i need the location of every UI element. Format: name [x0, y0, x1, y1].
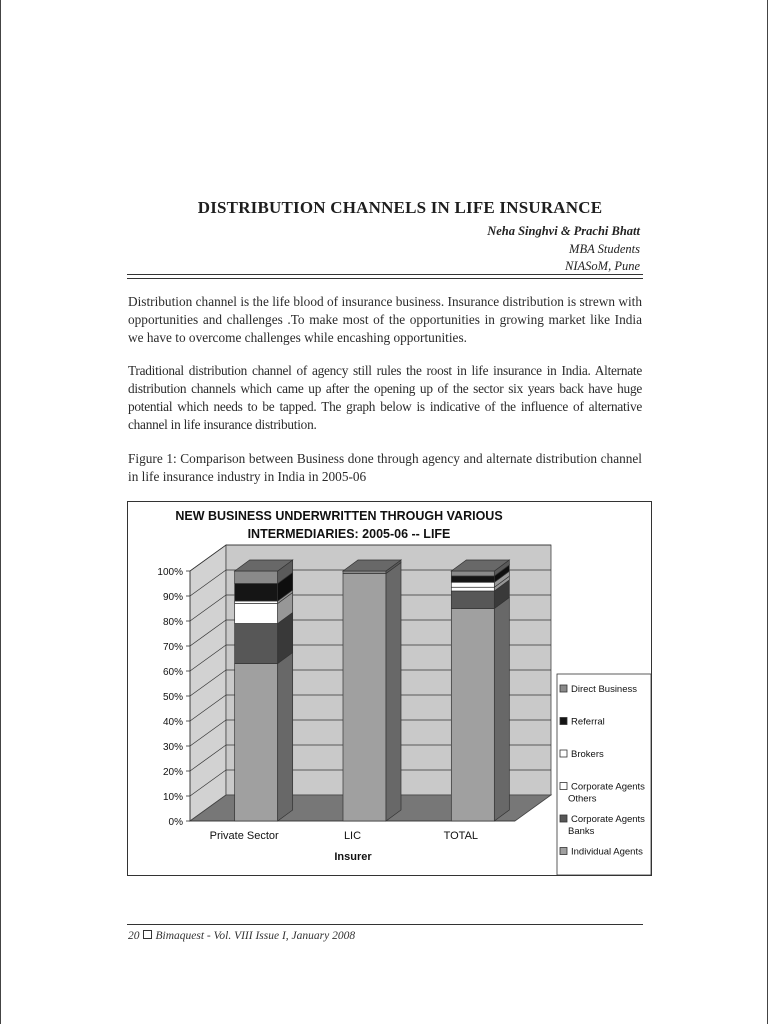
journal-issue: Bimaquest - Vol. VIII Issue I, January 2008	[155, 930, 356, 942]
paragraph-intro: Distribution channel is the life blood of insurance business. Insurance distribution is strewn with opportunities and challenges .To make most of the opportunities in growing market like India we have to overcome challenges while encashing opportunities.	[128, 294, 642, 345]
x-category-label: TOTAL	[443, 830, 479, 842]
y-tick-label: 10%	[162, 792, 183, 803]
y-tick-label: 90%	[162, 592, 183, 603]
bar-segment-front	[451, 587, 494, 591]
legend-label: Others	[568, 793, 597, 805]
y-tick-label: 100%	[157, 567, 183, 578]
legend-swatch	[560, 685, 567, 692]
bar-segment-front	[451, 591, 494, 609]
bar-segment-front	[451, 576, 494, 582]
affiliation-line-1: MBA Students	[569, 241, 640, 256]
bar-segment-front	[451, 571, 494, 576]
y-tick-label: 80%	[162, 617, 183, 628]
bar-segment-front	[451, 609, 494, 822]
header-rule-bottom	[127, 278, 643, 279]
legend-swatch	[560, 783, 567, 790]
bar-segment-front	[451, 582, 494, 587]
byline	[487, 223, 640, 276]
legend-label: Referral	[571, 716, 605, 728]
bar-segment-front	[235, 624, 278, 664]
footer-rule	[127, 924, 643, 925]
chart-title-line-2: INTERMEDIARIES: 2005-06 -- LIFE	[247, 527, 451, 541]
page-border-left	[0, 0, 1, 1024]
bar-segment-front	[235, 601, 278, 604]
x-category-label: LIC	[343, 830, 362, 842]
figure-caption: Figure 1: Comparison between Business done through agency and alternate distribution channel in life insurance industry in India in 2005-06	[128, 451, 642, 484]
page-number: 20	[128, 930, 140, 942]
stacked-bar-chart	[128, 502, 651, 875]
legend-swatch	[560, 718, 567, 725]
y-tick-label: 40%	[162, 717, 183, 728]
affiliation-line-2: NIASoM, Pune	[565, 259, 640, 273]
bar-segment-side	[278, 653, 293, 822]
article-title: DISTRIBUTION CHANNELS IN LIFE INSURANCE	[197, 198, 603, 217]
chart-title-line-1: NEW BUSINESS UNDERWRITTEN THROUGH VARIOUS	[175, 509, 503, 523]
footer	[128, 930, 355, 942]
header-rule-top	[127, 274, 643, 275]
bar-segment-front	[343, 574, 386, 822]
y-tick-label: 30%	[162, 742, 183, 753]
legend-box	[557, 674, 651, 875]
legend-label: Corporate Agents	[571, 781, 645, 793]
paragraph-traditional: Traditional distribution channel of agency still rules the roost in life insurance in India. Alternate distribution channels which came up after the opening up of the sector six years back have huge potential which needs to be tapped. The graph below is indicative of the influence of alternative channel in life insurance distribution.	[128, 363, 642, 432]
chart-frame	[127, 501, 652, 876]
bar-segment-front	[235, 604, 278, 624]
y-tick-label: 50%	[162, 692, 183, 703]
y-tick-label: 0%	[168, 817, 183, 828]
legend-label: Banks	[568, 826, 595, 837]
legend-swatch	[560, 750, 567, 757]
y-tick-label: 60%	[162, 667, 183, 678]
author-names: Neha Singhvi & Prachi Bhatt	[487, 224, 640, 238]
bar-segment-front	[343, 571, 386, 574]
legend-label: Corporate Agents	[571, 814, 645, 825]
bar-segment-side	[494, 598, 509, 822]
y-tick-label: 20%	[162, 767, 183, 778]
bar-segment-side	[386, 563, 401, 822]
x-axis-title: Insurer	[334, 851, 372, 863]
legend-swatch	[560, 815, 567, 822]
bar-segment-front	[235, 584, 278, 602]
bar-segment-front	[235, 664, 278, 822]
legend-label: Individual Agents	[571, 846, 643, 858]
legend-label: Direct Business	[571, 684, 637, 695]
bar-segment-front	[235, 571, 278, 584]
legend-label: Brokers	[571, 749, 604, 760]
square-bullet-icon	[143, 930, 152, 939]
legend-swatch	[560, 848, 567, 855]
x-category-label: Private Sector	[209, 830, 279, 842]
y-tick-label: 70%	[162, 642, 183, 653]
